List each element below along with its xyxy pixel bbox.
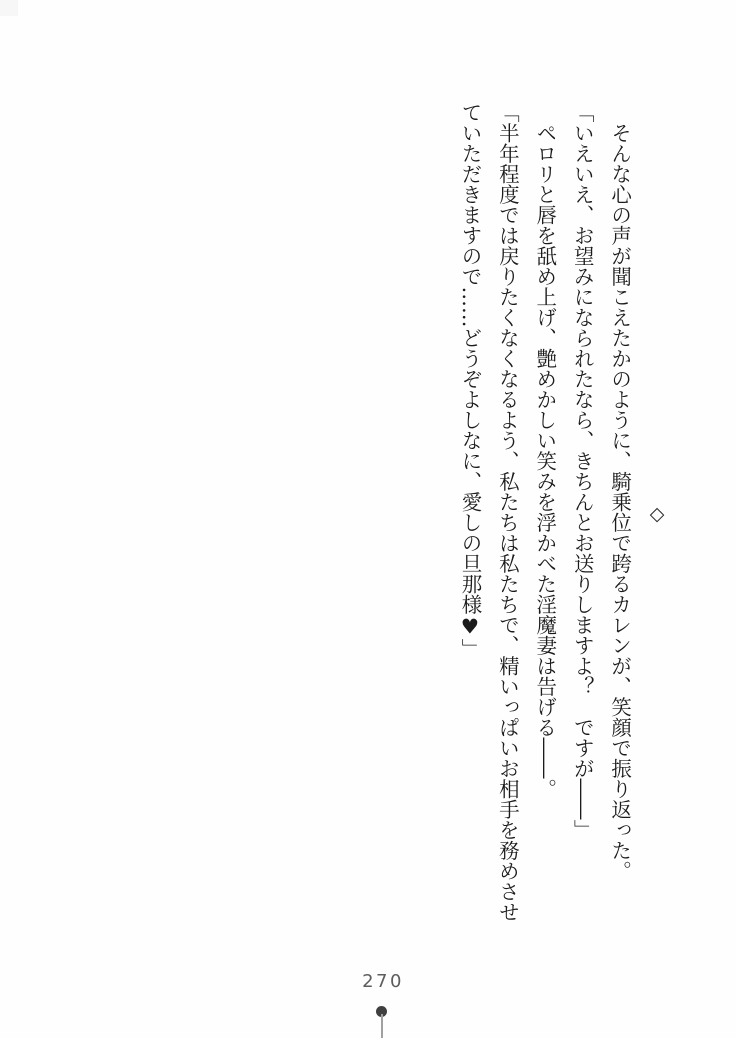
- vertical-text-block: [451, 102, 675, 926]
- fold-mark-line: [381, 1014, 383, 1038]
- page-number: 270: [362, 971, 404, 992]
- paragraph-narration-2: ペロリと唇を舐め上げ、艶めかしい笑みを浮かべた淫魔妻は告げる――。: [532, 102, 557, 799]
- paragraph-dialogue-2-continued: ていただきますので……どうぞよしなに、愛しの旦那様♥」: [457, 102, 482, 659]
- section-divider-diamond-icon: ◇: [646, 503, 668, 525]
- paragraph-dialogue-1: 「いえいえ、お望みになられたなら、きちんとお送りしますよ？ ですが――」: [570, 102, 595, 840]
- scan-artifact: [0, 0, 18, 16]
- paragraph-narration-1: そんな心の声が聞こえたかのように、騎乗位で跨るカレンが、笑顔で振り返った。: [607, 102, 632, 881]
- paragraph-dialogue-2: 「半年程度では戻りたくなくなるよう、私たちは私たちで、精いっぱいお相手を務めさせ: [495, 102, 520, 922]
